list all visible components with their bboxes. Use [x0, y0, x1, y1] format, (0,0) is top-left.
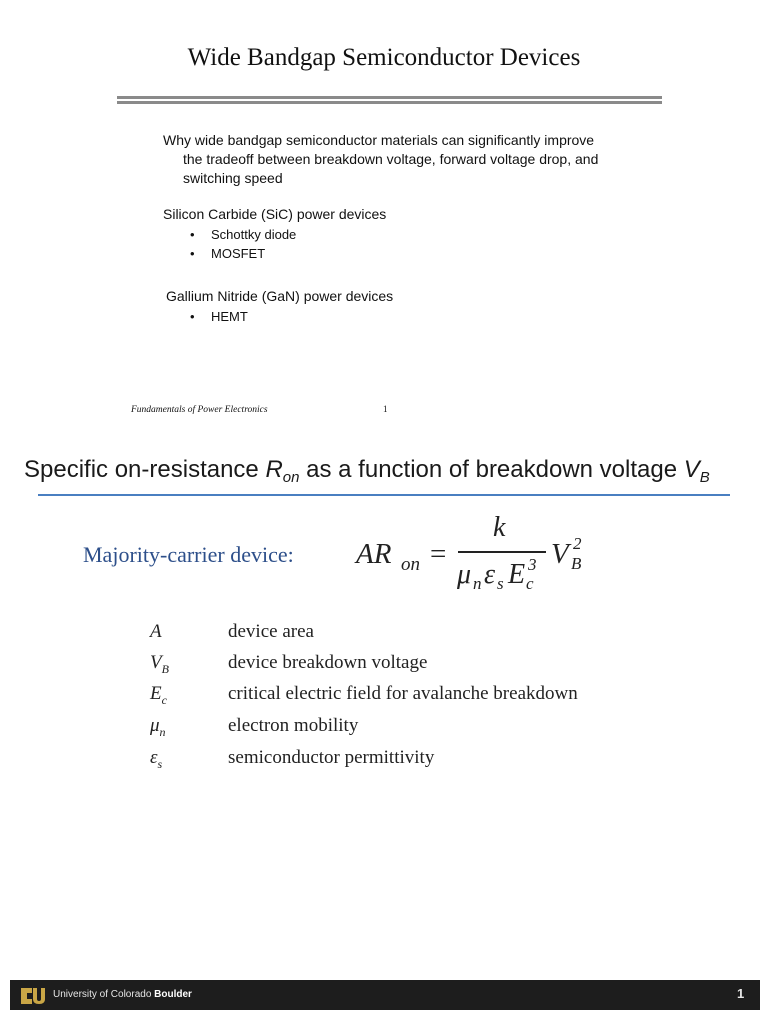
definition-description: device breakdown voltage [228, 652, 428, 673]
definition-description: device area [228, 621, 314, 642]
list-item: • HEMT [190, 309, 248, 324]
formula-den-E-subscript: c [526, 574, 534, 593]
on-resistance-formula [356, 512, 626, 602]
title-divider-top [117, 96, 662, 99]
footer-page-number: 1 [737, 986, 745, 1001]
intro-paragraph: Why wide bandgap semiconductor materials can significantly improve the tradeoff between breakdown voltage, forward voltage drop, and switching speed [163, 132, 599, 186]
formula-den-E: E [508, 559, 526, 590]
slide-footer-text: Fundamentals of Power Electronics [131, 405, 268, 415]
definition-symbol: $\mu_n$ [150, 715, 166, 739]
title-divider-bottom [117, 101, 662, 104]
slide2-title [24, 456, 710, 486]
section-gan [166, 287, 603, 326]
formula-lhs: AR [356, 538, 392, 570]
formula-rhs-subscript: B [571, 554, 582, 573]
formula-rhs: V [551, 538, 569, 570]
title-variable-subscript: on [282, 469, 300, 486]
formula-numerator: k [493, 512, 506, 543]
title-text: Specific on-resistance [24, 456, 266, 483]
slide-footer-page-number: 1 [383, 404, 388, 414]
slide-title: Wide Bandgap Semiconductor Devices [187, 44, 581, 71]
definition-symbol: $E_c$ [150, 683, 167, 707]
title-variable: V [683, 456, 700, 483]
list-item: • MOSFET [190, 246, 266, 261]
formula-den-E-superscript: 3 [528, 555, 537, 574]
title-variable: R [265, 456, 283, 483]
formula-lhs-subscript: on [401, 554, 420, 575]
title-underline [38, 494, 730, 496]
formula-rhs-superscript: 2 [573, 534, 582, 553]
title-variable-subscript: B [699, 469, 710, 486]
formula-den-mu-subscript: n [473, 574, 482, 593]
formula-den-eps: ε [484, 559, 496, 590]
definition-symbol: $\varepsilon_s$ [150, 747, 163, 771]
university-name: University of Colorado Boulder [53, 989, 192, 1000]
cu-logo-icon [20, 985, 46, 1007]
formula-label: Majority-carrier device: [83, 542, 294, 567]
definition-symbol: $V_B$ [150, 652, 169, 676]
slide-body [163, 131, 603, 326]
list-item: • Schottky diode [190, 227, 297, 242]
bullet-text: HEMT [211, 309, 248, 324]
definition-description: semiconductor permittivity [228, 747, 435, 768]
fraction-bar [458, 551, 546, 553]
section-sic [163, 205, 603, 263]
title-text: as a function of breakdown voltage [299, 456, 684, 483]
definition-description: electron mobility [228, 715, 359, 736]
section-heading: Silicon Carbide (SiC) power devices [163, 206, 387, 222]
formula-den-eps-subscript: s [497, 574, 504, 593]
formula-equals: = [430, 538, 447, 570]
bullet-text: Schottky diode [211, 227, 297, 242]
formula-den-mu: μ [457, 559, 472, 590]
bullet-text: MOSFET [211, 246, 266, 261]
section-heading: Gallium Nitride (GaN) power devices [166, 288, 394, 304]
definition-symbol: A [150, 621, 162, 642]
definition-description: critical electric field for avalanche breakdown [228, 683, 578, 704]
